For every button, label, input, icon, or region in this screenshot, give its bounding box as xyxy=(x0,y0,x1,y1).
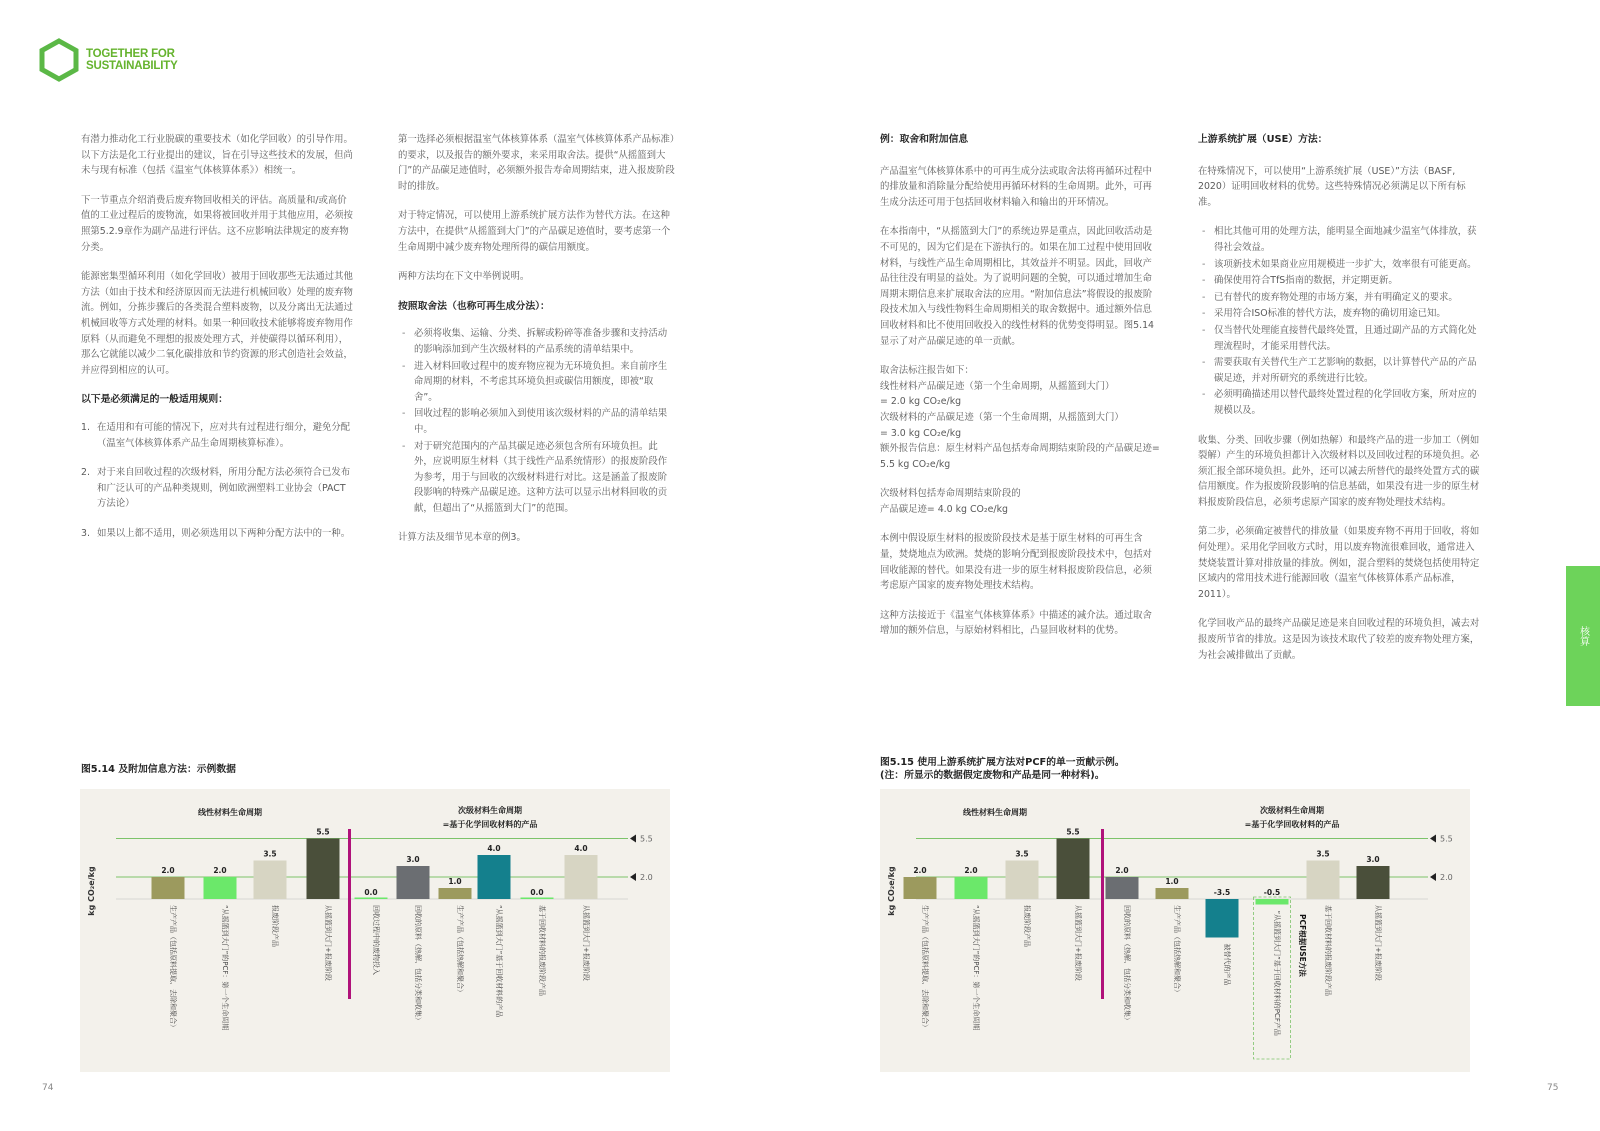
group-label: =基于化学回收材料的产品 xyxy=(1244,820,1340,829)
data-label: 3.0 xyxy=(1366,855,1380,864)
bullet-list xyxy=(1198,224,1480,418)
figure-5-14-title: 图5.14 及附加信息方法：示例数据 xyxy=(81,764,236,775)
reference-label: 2.0 xyxy=(640,873,653,882)
chart-panel-right xyxy=(880,789,1470,1072)
category-label: “从摇篮到大门”基于回收材料的PCF产品 xyxy=(1273,910,1281,1036)
data-label: -0.5 xyxy=(1263,888,1281,897)
data-label: 1.0 xyxy=(448,877,462,886)
paragraph: 第二步，必须确定被替代的排放量（如果废弃物不再用于回收，将如何处理）。采用化学回收方式时，用以废弃物流很难回收，通常进入焚烧装置计算对排放量的排放。例如，混合塑料的焚烧包括使用特定区域内的常用技术进行能源回收（温室气体核算体系产品标准，2011）。 xyxy=(1198,526,1480,600)
chart-panel-left xyxy=(80,789,670,1072)
text-column-2 xyxy=(398,132,676,560)
text-line: = 3.0 kg CO₂e/kg xyxy=(880,427,962,439)
chart-5-15 xyxy=(880,789,1470,1072)
category-label: 生产产品（包括热解和聚合） xyxy=(1173,905,1181,996)
y-axis-label: kg CO₂e/kg xyxy=(887,866,896,916)
bar xyxy=(439,888,472,899)
data-label: 0.0 xyxy=(530,888,544,897)
paragraph: 两种方法均在下文中举例说明。 xyxy=(398,271,530,283)
annotation-label: PCF根据USE方法 xyxy=(1298,914,1307,977)
logo-line-2: SUSTAINABILITY xyxy=(86,60,178,72)
y-axis-label: kg CO₂e/kg xyxy=(87,866,96,916)
category-label: 从摇篮到大门+报废阶段 xyxy=(324,905,332,981)
paragraph: 在特殊情况下，可以使用“上游系统扩展（USE）”方法（BASF, 2020）证明回收材料的优势。这些特殊情况必须满足以下所有标准。 xyxy=(1198,165,1466,208)
text-line: 产品碳足迹= 4.0 kg CO₂e/kg xyxy=(880,503,1008,515)
list-item: - 已有替代的废弃物处理的市场方案，并有明确定义的要求。 xyxy=(1214,290,1480,306)
list-item: 3. 如果以上都不适用，则必须选用以下两种分配方法中的一种。 xyxy=(81,527,351,539)
bar xyxy=(1057,839,1090,900)
group-label: 次级材料生命周期 xyxy=(458,806,522,815)
text-line: = 2.0 kg CO₂e/kg xyxy=(880,396,962,408)
bar xyxy=(307,839,340,900)
paragraph: 能源密集型循环利用（如化学回收）被用于回收那些无法通过其他方法（如由于技术和经济原因而无法进行机械回收）处理的废弃物流。例如，分拣步骤后的各类混合塑料废物，以及分离出无法通过机械回收等方式处理的材料。如果一种回收技术能够将废弃物用作原料（从而避免不理想的报废处理方式，并使碳得以循环利用），那么它就能以减少二氧化碳排放和节约资源的形式创造社会效益，并应得到相应的认可。 xyxy=(81,271,353,376)
category-label: 回收的原料（热解、包括分类和收集） xyxy=(1123,905,1131,1024)
category-label: 被替代的产品 xyxy=(1223,943,1231,986)
list-item: - 仅当替代处理能直接替代最终处置，且通过副产品的方式简化处理流程时，才能采用替代法。 xyxy=(1214,323,1480,354)
paragraph: 对于特定情况，可以使用上游系统扩展方法作为替代方法。在这种方法中，在提供“从摇篮到大门”的产品碳足迹值时，要考虑第一个生命周期中减少废弃物处理所得的碳信用额度。 xyxy=(398,210,671,253)
section-heading: 以下是必须满足的一般适用规则： xyxy=(81,394,228,406)
text-column-3 xyxy=(880,132,1160,653)
list-item: - 采用符合ISO标准的替代方法，废弃物的确切用途已知。 xyxy=(1214,306,1480,322)
bar xyxy=(355,898,388,900)
side-tab[interactable]: 核算 xyxy=(1566,566,1600,706)
data-label: 2.0 xyxy=(964,866,978,875)
paragraph: 这种方法接近于《温室气体核算体系》中描述的减介法。通过取舍增加的额外信息，与原始材料相比，凸显回收材料的优势。 xyxy=(880,609,1152,637)
group-label: =基于化学回收材料的产品 xyxy=(442,820,538,829)
list-item: - 进入材料回收过程中的废弃物应视为无环境负担。来自前序生命周期的材料，不考虑其环境负担或碳信用额度，即被“取舍”。 xyxy=(414,359,676,406)
data-label: 2.0 xyxy=(161,866,175,875)
page-number-right: 75 xyxy=(1547,1083,1559,1093)
list-item: - 该项新技术如果商业应用规模进一步扩大，效率很有可能更高。 xyxy=(1214,257,1480,273)
logo-line-1: TOGETHER FOR xyxy=(86,48,175,60)
arrow-icon xyxy=(1430,873,1436,881)
category-label: 生产产品（包括热解和聚合） xyxy=(456,905,464,996)
data-label: 3.5 xyxy=(1316,849,1330,859)
reference-label: 5.5 xyxy=(1440,834,1453,844)
paragraph: 在本指南中，“从摇篮到大门”的系统边界是重点，因此回收活动是不可见的，因为它们是在下游执行的。如果在加工过程中使用回收材料，与线性产品生命周期相比，其效益并不明显。因此，回收产品往往没有明显的益处。为了说明问题的全貌，可以通过增加生命周期末期信息来扩展取舍法的应用。“附加信息法”将假设的报废阶段技术加入与线性物料生命周期相关的取舍数据中。通过额外信息回收材料和比不使用回收投入的线性材料的优势变得明显。图5.14显示了对产品碳足迹的单一贡献。 xyxy=(880,226,1155,347)
data-label: 4.0 xyxy=(574,844,588,853)
chart-5-14 xyxy=(80,789,670,1072)
data-label: 2.0 xyxy=(1115,866,1129,875)
category-label: 从摇篮到大门+报废阶段 xyxy=(582,905,590,981)
reference-label: 2.0 xyxy=(1440,873,1453,882)
list-item: - 必须将收集、运输、分类、拆解或粉碎等准备步骤和支持活动的影响添加到产生次级材料的产品系统的清单结果中。 xyxy=(414,326,676,357)
list-item: - 回收过程的影响必须加入到使用该次级材料的产品的清单结果中。 xyxy=(414,406,676,437)
hexagon-logo-icon xyxy=(38,38,80,82)
category-label: 基于回收材料的报废阶段产品 xyxy=(1324,905,1332,996)
data-label: 5.5 xyxy=(1066,827,1080,837)
data-label: 0.0 xyxy=(364,888,378,897)
data-label: 5.5 xyxy=(316,827,330,837)
list-item: - 对于研究范围内的产品其碳足迹必须包含所有环境负担。此外，应说明原生材料（其于线性产品系统情形）的报废阶段作为参考，用于与回收的次级材料进行对比。这是涵盖了报废阶段影响的特殊产品碳足迹。这种方法可以显示出材料回收的贡献，但超出了“从摇篮到大门”的范围。 xyxy=(414,439,676,517)
bar xyxy=(1256,899,1289,905)
category-label: 报废阶段产品 xyxy=(1023,905,1031,947)
paragraph: 产品温室气体核算体系中的可再生成分法或取舍法将再循环过程中的排放量和消除量分配给使用再循环材料的生命周期。此外，可再生成分法还可用于包括回收材料输入和输出的开环情况。 xyxy=(880,165,1152,208)
bar xyxy=(204,877,237,899)
group-label: 线性材料生命周期 xyxy=(198,808,262,817)
group-label: 线性材料生命周期 xyxy=(963,808,1027,817)
lifecycle-divider xyxy=(348,829,351,999)
list-item: 2. 对于来自回收过程的次级材料，所用分配方法必须符合已发布和广泛认可的产品种类规则，例如欧洲塑料工业协会（PACT方法论） xyxy=(81,467,351,510)
arrow-icon xyxy=(630,873,636,881)
paragraph: 本例中假设原生材料的报废阶段技术是基于原生材料的可再生含量，焚烧地点为欧洲。焚烧的影响分配到报废阶段技术中，包括对回收能源的替代。如果没有进一步的原生材料报废阶段信息，必须考虑原产国家的废弃物处理技术结构。 xyxy=(880,533,1152,592)
list-item: - 必须明确描述用以替代最终处置过程的化学回收方案，所对应的规模以及。 xyxy=(1214,387,1480,418)
text-line: 额外报告信息：原生材料产品包括寿命周期结束阶段的产品碳足迹= 5.5 kg CO₂e/kg xyxy=(880,443,1160,470)
bar xyxy=(955,877,988,899)
figure-title-line: 图5.15 使用上游系统扩展方法对PCF的单一贡献示例。 xyxy=(880,757,1125,768)
category-label: 报废阶段产品 xyxy=(271,905,279,947)
group-label: 次级材料生命周期 xyxy=(1260,806,1324,815)
paragraph: 下一节重点介绍消费后废弃物回收相关的评估。高质量和/或高价值的工业过程后的废物流，如果将被回收并用于其他应用，必须按照第5.2.9章作为副产品进行评估。这不应影响法律规定的废弃物分类。 xyxy=(81,194,353,253)
text-line: 线性材料产品碳足迹（第一个生命周期，从摇篮到大门） xyxy=(880,380,1115,392)
bar xyxy=(397,866,430,899)
data-label: 2.0 xyxy=(913,866,927,875)
category-label: “从摇篮到大门”的PCF：第一个生命周期 xyxy=(221,905,229,1031)
highlight-box xyxy=(1254,897,1291,1059)
category-label: 回收的原料（热解、包括分类和收集） xyxy=(414,905,422,1024)
section-heading: 例：取舍和附加信息 xyxy=(880,134,969,145)
category-label: 回收过程中的废物投入 xyxy=(372,905,380,975)
list-item: - 需要获取有关替代生产工艺影响的数据，以计算替代产品的产品碳足迹，并对所研究的系统进行比较。 xyxy=(1214,355,1480,386)
data-label: 3.5 xyxy=(1015,849,1029,859)
reference-label: 5.5 xyxy=(640,834,653,844)
bar xyxy=(1206,899,1239,938)
text-column-4 xyxy=(1198,132,1480,677)
category-label: 从摇篮到大门+报废阶段 xyxy=(1074,905,1082,981)
text-line: 取舍法标注报告如下： xyxy=(880,365,974,377)
paragraph xyxy=(880,486,1160,517)
lifecycle-divider xyxy=(1101,829,1104,999)
data-label: 4.0 xyxy=(487,844,501,853)
text-line: 次级材料的产品碳足迹（第一个生命周期，从摇篮到大门） xyxy=(880,411,1124,423)
section-heading: 上游系统扩展（USE）方法： xyxy=(1198,134,1328,145)
category-label: “从摇篮到大门”的PCF：第一个生命周期 xyxy=(972,905,980,1031)
list-item: - 确保使用符合TfS指南的数据，并定期更新。 xyxy=(1214,273,1480,289)
bar xyxy=(1006,861,1039,900)
list-item: - 相比其他可用的处理方法，能明显全面地减少温室气体排放，获得社会效益。 xyxy=(1214,224,1480,255)
paragraph xyxy=(880,363,1160,472)
figure-title-line: (注：所显示的数据假定废物和产品是同一种材料)。 xyxy=(880,770,1105,781)
text-line: 次级材料包括寿命周期结束阶段的 xyxy=(880,488,1021,500)
bar xyxy=(1357,866,1390,899)
bar xyxy=(565,855,598,899)
bar xyxy=(521,898,554,900)
paragraph: 化学回收产品的最终产品碳足迹是来自回收过程的环境负担，减去对报废所节省的排放。这是因为该技术取代了较差的废弃物处理方案，为社会减排做出了贡献。 xyxy=(1198,618,1480,661)
data-label: 3.0 xyxy=(406,855,420,864)
paragraph: 第一选择必须根据温室气体核算体系（温室气体核算体系产品标准）的要求，以及报告的额外要求，来采用取舍法。提供“从摇篮到大门”的产品碳足迹值时，必须额外报告寿命周期结束，进入报废阶段时的排放。 xyxy=(398,134,675,192)
paragraph: 收集、分类、回收步骤（例如热解）和最终产品的进一步加工（例如裂解）产生的环境负担都计入次级材料以及回收过程的环境负担。必须汇报全部环境负担。此外，还可以减去所替代的最终处置方式的碳信用额度。作为报废阶段影响的信息基础，如果没有进一步的原生材料报废阶段信息，必须考虑原产国家的废弃物处理技术结构。 xyxy=(1198,434,1480,508)
section-heading: 按照取舍法（也称可再生成分法）： xyxy=(398,300,550,312)
bar xyxy=(152,877,185,899)
category-label: 生产产品（包括原料提取、去除和聚合） xyxy=(921,905,929,1031)
data-label: -3.5 xyxy=(1213,888,1231,897)
data-label: 1.0 xyxy=(1165,877,1179,886)
data-label: 3.5 xyxy=(263,849,277,859)
bar xyxy=(254,861,287,900)
arrow-icon xyxy=(630,835,636,843)
list-item: 1. 在适用和有可能的情况下，应对共有过程进行细分，避免分配（温室气体核算体系产品生命周期核算标准）。 xyxy=(81,421,351,449)
category-label: “从摇篮到大门”基于回收材料的产品 xyxy=(495,905,503,1018)
paragraph: 有潜力推动化工行业脱碳的重要技术（如化学回收）的引导作用。以下方法是化工行业提出的建议，旨在引导这些技术的发展，但尚未与现有标准（包括《温室气体核算体系》）相统一。 xyxy=(81,134,353,177)
category-label: 基于回收材料的报废阶段产品 xyxy=(538,905,546,996)
bullet-list xyxy=(398,326,676,516)
paragraph: 计算方法及细节见本章的例3。 xyxy=(398,532,526,544)
arrow-icon xyxy=(1430,835,1436,843)
category-label: 生产产品（包括原料提取、去除和聚合） xyxy=(169,905,177,1031)
bar xyxy=(478,855,511,899)
logo xyxy=(38,38,178,82)
page-number-left: 74 xyxy=(42,1083,54,1093)
text-column-1 xyxy=(81,132,353,555)
category-label: 从摇篮到大门+报废阶段 xyxy=(1374,905,1382,981)
data-label: 2.0 xyxy=(213,866,227,875)
bar xyxy=(1106,877,1139,899)
bar xyxy=(1307,861,1340,900)
bar xyxy=(904,877,937,899)
figure-5-15-title xyxy=(880,756,1125,782)
bar xyxy=(1156,888,1189,899)
rules-list xyxy=(81,420,353,542)
